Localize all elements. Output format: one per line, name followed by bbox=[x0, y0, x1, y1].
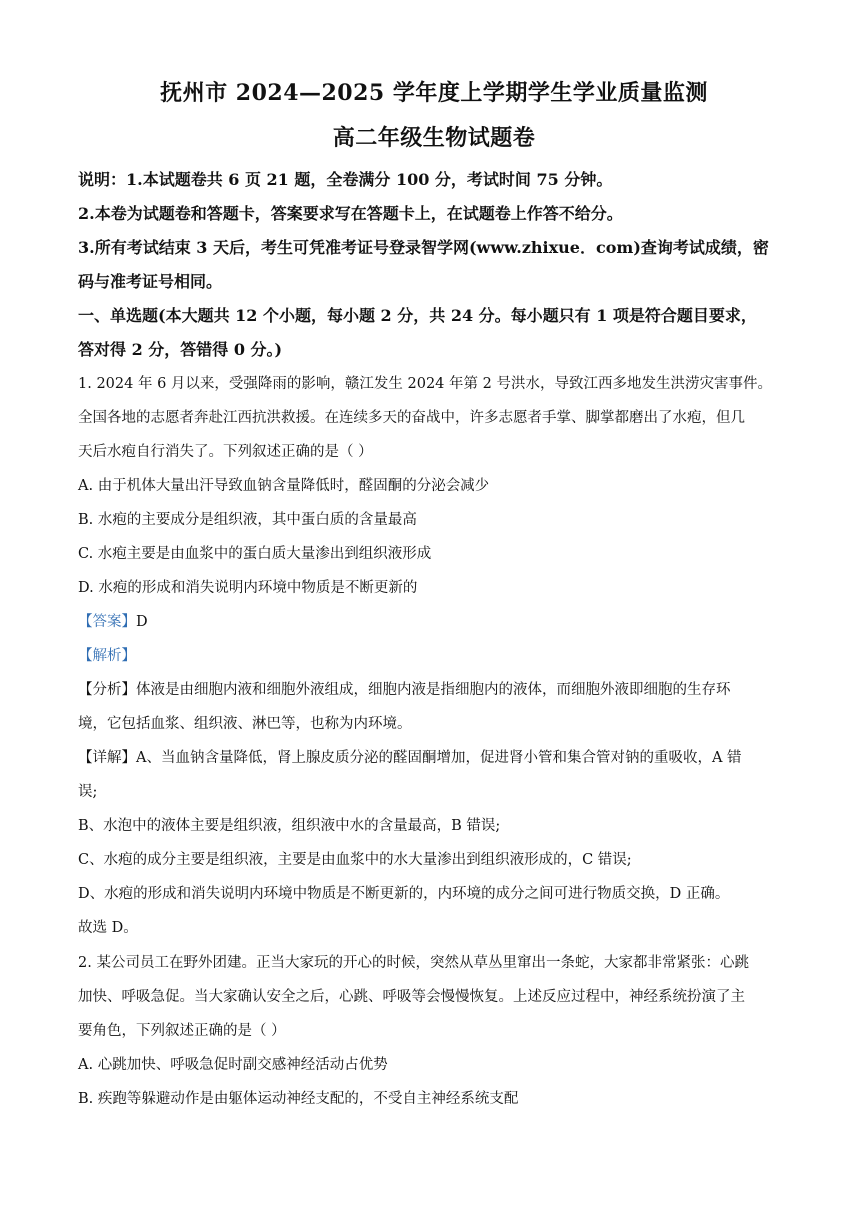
analysis-line: 误; bbox=[78, 784, 98, 800]
q1-option-d: D. 水疱的形成和消失说明内环境中物质是不断更新的 bbox=[78, 580, 418, 596]
q1-stem-1: 1. 2024 年 6 月以来，受强降雨的影响，赣江发生 2024 年第 2 号洪水，导致江西多地发生洪涝灾害事件。 bbox=[78, 376, 772, 392]
instruction-1: 说明：1.本试题卷共 6 页 21 题，全卷满分 100 分，考试时间 75 分钟。 bbox=[78, 170, 613, 189]
instruction-3: 3.所有考试结束 3 天后，考生可凭准考证号登录智学网(www.zhixue．com)查询考试成绩，密 bbox=[78, 238, 769, 257]
analysis-tag: 【解析】 bbox=[78, 648, 136, 664]
analysis-line: C、水疱的成分主要是组织液，主要是由血浆中的水大量渗出到组织液形成的，C 错误; bbox=[78, 852, 632, 868]
analysis-line: 【详解】A、当血钠含量降低，肾上腺皮质分泌的醛固酮增加，促进肾小管和集合管对钠的重吸收，A 错 bbox=[78, 750, 742, 766]
analysis-line: 【分析】体液是由细胞内液和细胞外液组成，细胞内液是指细胞内的液体，而细胞外液即细胞的生存环 bbox=[78, 682, 731, 698]
instruction-3-cont: 码与准考证号相同。 bbox=[78, 272, 223, 291]
exam-title: 抚州市 2024—2025 学年度上学期学生学业质量监测 bbox=[160, 80, 708, 106]
instruction-2: 2.本卷为试题卷和答题卡，答案要求写在答题卡上，在试题卷上作答不给分。 bbox=[78, 204, 623, 223]
q2-option-b: B. 疾跑等躲避动作是由躯体运动神经支配的，不受自主神经系统支配 bbox=[78, 1091, 519, 1107]
answer-tag: 【答案】 bbox=[78, 614, 136, 630]
answer-value: D bbox=[136, 614, 148, 630]
section-heading: 一、单选题(本大题共 12 个小题，每小题 2 分，共 24 分。每小题只有 1 项是符合题目要求， bbox=[78, 306, 757, 325]
q2-option-a: A. 心跳加快、呼吸急促时副交感神经活动占优势 bbox=[78, 1057, 388, 1073]
q2-stem-2: 加快、呼吸急促。当大家确认安全之后，心跳、呼吸等会慢慢恢复。上述反应过程中，神经系统扮演了主 bbox=[78, 989, 745, 1005]
q1-option-a: A. 由于机体大量出汗导致血钠含量降低时，醛固酮的分泌会减少 bbox=[78, 478, 490, 494]
q1-stem-3: 天后水疱自行消失了。下列叙述正确的是（ ） bbox=[78, 444, 373, 460]
analysis-line: D、水疱的形成和消失说明内环境中物质是不断更新的，内环境的成分之间可进行物质交换，D 正确。 bbox=[78, 886, 730, 902]
q1-option-b: B. 水疱的主要成分是组织液，其中蛋白质的含量最高 bbox=[78, 512, 417, 528]
section-heading-cont: 答对得 2 分，答错得 0 分。) bbox=[78, 340, 283, 359]
analysis-line: 境，它包括血浆、组织液、淋巴等，也称为内环境。 bbox=[78, 716, 412, 732]
q1-stem-2: 全国各地的志愿者奔赴江西抗洪救援。在连续多天的奋战中，许多志愿者手掌、脚掌都磨出了水疱，但几 bbox=[78, 410, 745, 426]
exam-subtitle: 高二年级生物试题卷 bbox=[332, 125, 536, 151]
q1-option-c: C. 水疱主要是由血浆中的蛋白质大量渗出到组织液形成 bbox=[78, 546, 432, 562]
analysis-line: B、水泡中的液体主要是组织液，组织液中水的含量最高，B 错误; bbox=[78, 818, 501, 834]
analysis-line: 故选 D。 bbox=[78, 920, 138, 936]
q1-answer bbox=[78, 610, 790, 631]
q2-stem-1: 2. 某公司员工在野外团建。正当大家玩的开心的时候，突然从草丛里窜出一条蛇，大家都非常紧张：心跳 bbox=[78, 955, 749, 971]
q2-stem-3: 要角色，下列叙述正确的是（ ） bbox=[78, 1023, 286, 1039]
